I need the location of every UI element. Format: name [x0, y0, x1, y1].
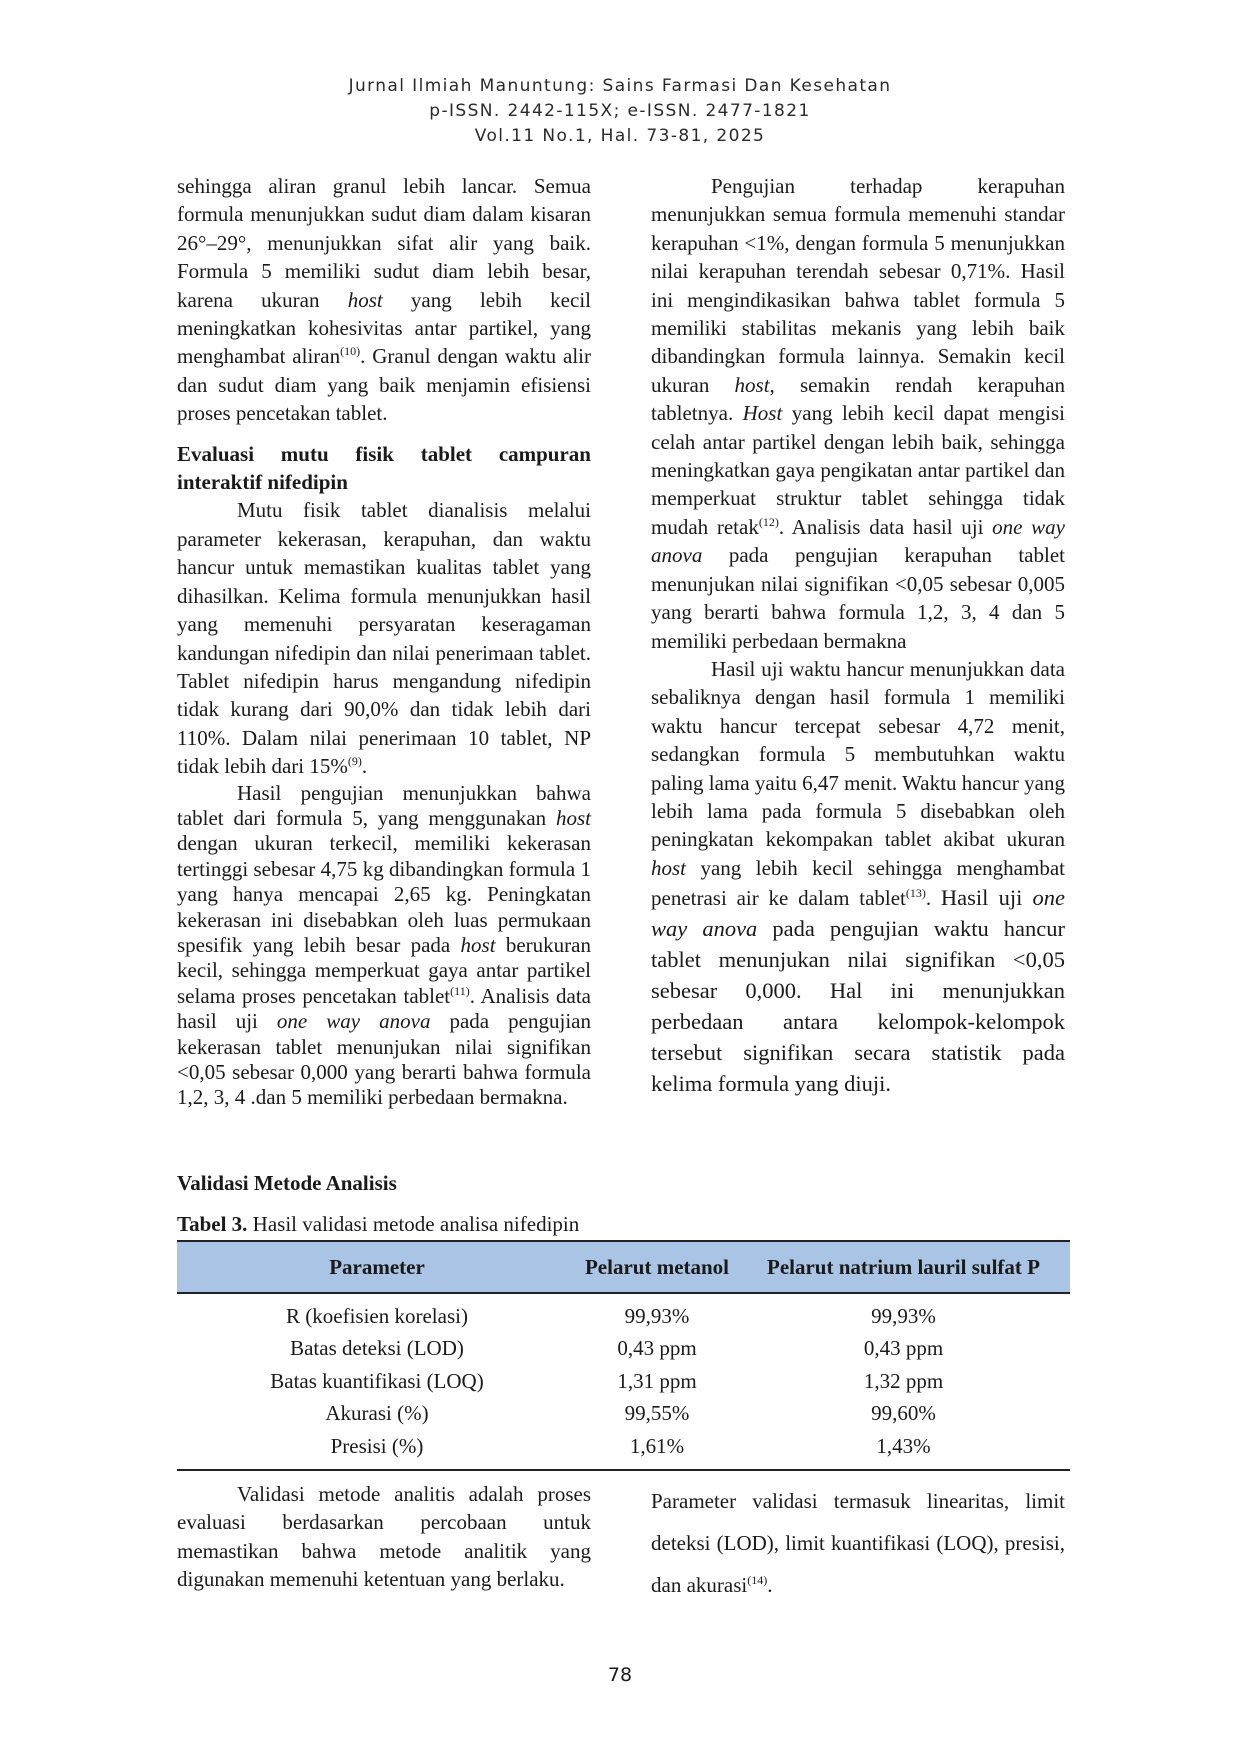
table-caption: Tabel 3. Hasil validasi metode analisa nifedipin [177, 1212, 580, 1236]
table-header-row [177, 1241, 1070, 1293]
table-row [177, 1293, 1070, 1333]
cell-sls: 99,60% [871, 1401, 936, 1426]
page-number: 78 [607, 1664, 633, 1686]
right-paragraph-2: Hasil uji waktu hancur menunjukkan data sebaliknya dengan hasil formula 1 memiliki waktu hancur tercepat sebesar 4,72 menit, sedangkan formula 5 membutuhkan waktu paling lama yaitu 6,47 menit. Waktu hancur yang lebih lama pada formula 5 disebabkan oleh peningkatan kekompakan tablet akibat ukuran host yang lebih kecil sehingga menghambat penetrasi air ke dalam tablet$^{(13)}$. Hasil uji one way anova pada pengujian waktu hancur tablet menunjukan nilai signifikan <0,05 sebesar 0,000. Hal ini menunjukkan perbedaan antara kelompok-kelompok tersebut signifikan secara statistik pada kelima formula yang diuji. [651, 656, 1066, 1097]
bottom-left-column [177, 1480, 591, 1594]
cell-methanol: 99,55% [624, 1401, 690, 1426]
citation: (12) [758, 514, 779, 529]
journal-header [0, 74, 1240, 149]
citation: (11) [450, 983, 470, 998]
citation: (10) [340, 344, 361, 359]
bottom-left-paragraph: Validasi metode analitis adalah proses evaluasi berdasarkan percobaan untuk memastikan bahwa metode analitik yang digunakan memenuhi ketentuan yang berlaku. [177, 1482, 591, 1592]
bottom-right-paragraph: Parameter validasi termasuk linearitas, limit deteksi (LOD), limit kuantifikasi (LOQ), presisi, dan akurasi$^{(14)}$. [651, 1489, 1065, 1597]
header-sls: Pelarut natrium lauril sulfat P [737, 1241, 1070, 1293]
validation-table [177, 1240, 1070, 1471]
cell-sls: 99,93% [871, 1303, 936, 1328]
table-row [177, 1333, 1070, 1366]
right-column [651, 172, 1065, 1099]
cell-methanol: 1,31 ppm [617, 1368, 697, 1393]
header-parameter: Parameter [177, 1241, 577, 1293]
table-row [177, 1398, 1070, 1431]
header-methanol: Pelarut metanol [577, 1241, 737, 1293]
cell-parameter: Batas deteksi (LOD) [290, 1336, 464, 1361]
cell-parameter: R (koefisien korelasi) [286, 1303, 468, 1328]
bottom-right-column [651, 1480, 1065, 1606]
cell-parameter: Akurasi (%) [325, 1401, 429, 1426]
left-paragraph-2: Mutu fisik tablet dianalisis melalui parameter kekerasan, kerapuhan, dan waktu hancur untuk memastikan kualitas tablet yang dihasilkan. Kelima formula menunjukkan hasil yang memenuhi persyaratan keseragaman kandungan nifedipin dan nilai penerimaan tablet. Tablet nifedipin harus mengandung nifedipin tidak kurang dari 90,0% dan tidak lebih dari 110%. Dalam nilai penerimaan 10 tablet, NP tidak lebih dari 15%$^{(9)}$. [177, 498, 591, 779]
cell-parameter: Batas kuantifikasi (LOQ) [270, 1368, 484, 1393]
cell-sls: 0,43 ppm [863, 1336, 944, 1361]
section-heading: Evaluasi mutu fisik tablet campuran interaktif nifedipin [177, 441, 591, 495]
cell-methanol: 99,93% [624, 1303, 690, 1328]
left-paragraph-1: sehingga aliran granul lebih lancar. Semua formula menunjukkan sudut diam dalam kisaran 26°–29°, menunjukkan sifat alir yang baik. Formula 5 memiliki sudut diam lebih besar, karena ukuran host yang lebih kecil meningkatkan kohesivitas antar partikel, yang menghambat aliran$^{(10)}$. Granul dengan waktu alir dan sudut diam yang baik menjamin efisiensi proses pencetakan tablet. [177, 174, 591, 426]
citation: (13) [905, 886, 926, 901]
cell-methanol: 1,61% [629, 1433, 685, 1458]
journal-issn: p-ISSN. 2442-115X; e-ISSN. 2477-1821 [429, 101, 811, 121]
cell-methanol: 0,43 ppm [617, 1336, 697, 1361]
right-paragraph-1: Pengujian terhadap kerapuhan menunjukkan semua formula memenuhi standar kerapuhan <1%, dengan formula 5 menunjukkan nilai kerapuhan terendah sebesar 0,71%. Hasil ini mengindikasikan bahwa tablet formula 5 memiliki stabilitas mekanis yang lebih baik dibandingkan formula lainnya. Semakin kecil ukuran host, semakin rendah kerapuhan tabletnya. Host yang lebih kecil dapat mengisi celah antar partikel dengan lebih baik, sehingga meningkatkan gaya pengikatan antar partikel dan memperkuat struktur tablet sehingga tidak mudah retak$^{(12)}$. Analisis data hasil uji one way anova pada pengujian kerapuhan tablet menunjukan nilai signifikan <0,05 sebesar 0,005 yang berarti bahwa formula 1,2, 3, 4 dan 5 memiliki perbedaan bermakna [651, 174, 1066, 653]
left-column [177, 172, 591, 1111]
citation: (9) [347, 754, 362, 769]
left-paragraph-3: Hasil pengujian menunjukkan bahwa tablet dari formula 5, yang menggunakan host dengan ukuran terkecil, memiliki kekerasan tertinggi sebesar 4,75 kg dibandingkan formula 1 yang hanya mencapai 2,65 kg. Peningkatan kekerasan ini disebabkan oleh luas permukaan spesifik yang lebih besar pada host berukuran kecil, sehingga memperkuat gaya antar partikel selama proses pencetakan tablet$^{(11)}$. Analisis data hasil uji one way anova pada pengujian kekerasan tablet menunjukan nilai signifikan <0,05 sebesar 0,000 yang berarti bahwa formula 1,2, 3, 4 .dan 5 memiliki perbedaan bermakna. [177, 780, 592, 1110]
cell-sls: 1,32 ppm [863, 1368, 944, 1393]
journal-title: Jurnal Ilmiah Manuntung: Sains Farmasi Dan Kesehatan [348, 76, 892, 96]
citation: (14) [747, 1573, 768, 1587]
cell-sls: 1,43% [876, 1433, 931, 1458]
cell-parameter: Presisi (%) [330, 1433, 424, 1458]
table-row [177, 1365, 1070, 1398]
table-row [177, 1430, 1070, 1470]
section-title: Validasi Metode Analisis [177, 1171, 397, 1195]
journal-volume: Vol.11 No.1, Hal. 73-81, 2025 [474, 126, 766, 146]
